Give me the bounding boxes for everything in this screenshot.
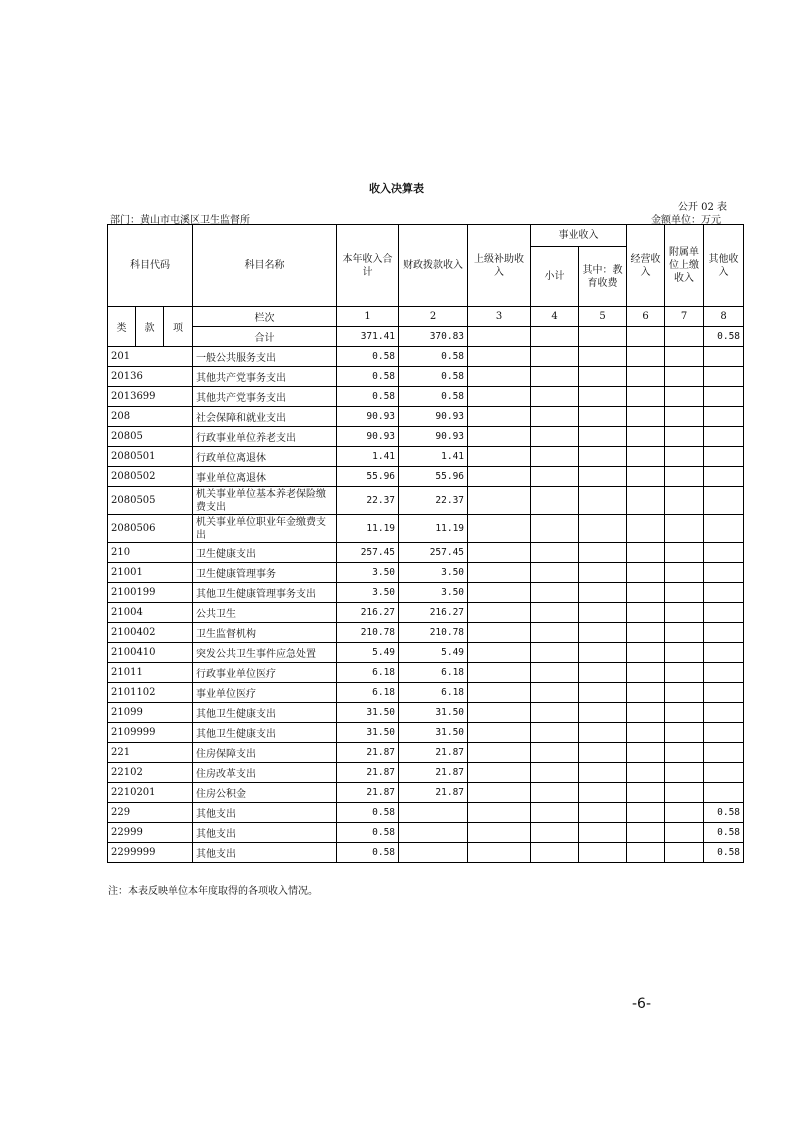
header-xiang: 项 [164, 307, 193, 347]
row-other [704, 683, 744, 703]
row-total: 21.87 [337, 763, 399, 783]
table-note: 注：本表反映单位本年度取得的各项收入情况。 [108, 886, 318, 897]
row-other [704, 487, 744, 515]
table-row [108, 515, 744, 543]
row-name: 一般公共服务支出 [193, 347, 337, 367]
table-row [108, 387, 744, 407]
row-total: 1.41 [337, 447, 399, 467]
row-name: 机关事业单位职业年金缴费支出 [193, 515, 337, 543]
row-total: 6.18 [337, 683, 399, 703]
row-other [704, 347, 744, 367]
col-number: 5 [579, 307, 627, 327]
header-total: 本年收入合计 [337, 225, 399, 307]
row-fiscal: 5.49 [399, 643, 468, 663]
row-name: 其他支出 [193, 803, 337, 823]
row-fiscal: 21.87 [399, 783, 468, 803]
row-total: 0.58 [337, 387, 399, 407]
row-code: 2100199 [108, 583, 193, 603]
col-number: 1 [337, 307, 399, 327]
row-code: 2299999 [108, 843, 193, 863]
row-total: 11.19 [337, 515, 399, 543]
row-fiscal [399, 843, 468, 863]
row-other: 0.58 [704, 803, 744, 823]
row-other [704, 763, 744, 783]
row-other [704, 623, 744, 643]
col-number: 2 [399, 307, 468, 327]
table-row [108, 367, 744, 387]
row-total: 90.93 [337, 407, 399, 427]
row-total: 3.50 [337, 563, 399, 583]
row-other [704, 603, 744, 623]
row-other [704, 643, 744, 663]
row-name: 其他支出 [193, 823, 337, 843]
row-name: 其他共产党事务支出 [193, 367, 337, 387]
row-fiscal: 3.50 [399, 563, 468, 583]
header-subtotal: 小计 [531, 247, 579, 307]
row-total: 31.50 [337, 723, 399, 743]
row-code: 2013699 [108, 387, 193, 407]
row-fiscal: 6.18 [399, 663, 468, 683]
table-row [108, 823, 744, 843]
row-code: 21099 [108, 703, 193, 723]
table-row [108, 583, 744, 603]
header-fiscal: 财政拨款收入 [399, 225, 468, 307]
row-code: 2080506 [108, 515, 193, 543]
row-other [704, 467, 744, 487]
row-total: 210.78 [337, 623, 399, 643]
form-number: 公开 02 表 [677, 202, 727, 213]
table-row [108, 487, 744, 515]
row-total: 3.50 [337, 583, 399, 603]
row-code: 22999 [108, 823, 193, 843]
row-code: 21001 [108, 563, 193, 583]
row-name: 住房保障支出 [193, 743, 337, 763]
row-fiscal: 90.93 [399, 427, 468, 447]
table-row [108, 603, 744, 623]
row-fiscal: 210.78 [399, 623, 468, 643]
row-total: 31.50 [337, 703, 399, 723]
row-fiscal: 21.87 [399, 763, 468, 783]
row-name: 其他卫生健康支出 [193, 703, 337, 723]
row-fiscal: 55.96 [399, 467, 468, 487]
row-name: 事业单位离退休 [193, 467, 337, 487]
row-code: 2080505 [108, 487, 193, 515]
row-total: 0.58 [337, 803, 399, 823]
header-operating: 经营收入 [627, 225, 665, 307]
header-edu: 其中：教育收费 [579, 247, 627, 307]
row-fiscal: 0.58 [399, 347, 468, 367]
row-total: 257.45 [337, 543, 399, 563]
row-name: 住房改革支出 [193, 763, 337, 783]
row-name: 其他支出 [193, 843, 337, 863]
col-number: 4 [531, 307, 579, 327]
table-row [108, 543, 744, 563]
row-code: 210 [108, 543, 193, 563]
row-total: 21.87 [337, 743, 399, 763]
page-number: -6- [632, 996, 652, 1012]
row-code: 2100410 [108, 643, 193, 663]
row-code: 208 [108, 407, 193, 427]
row-name: 其他卫生健康管理事务支出 [193, 583, 337, 603]
page-title: 收入决算表 [369, 182, 424, 195]
row-fiscal: 22.37 [399, 487, 468, 515]
row-code: 22102 [108, 763, 193, 783]
table-row [108, 763, 744, 783]
table-row [108, 427, 744, 447]
row-other [704, 367, 744, 387]
row-total: 0.58 [337, 367, 399, 387]
row-other [704, 427, 744, 447]
table-row [108, 723, 744, 743]
table-row [108, 663, 744, 683]
row-total: 22.37 [337, 487, 399, 515]
table-row [108, 743, 744, 763]
row-code: 201 [108, 347, 193, 367]
header-lei: 类 [108, 307, 136, 347]
row-other [704, 407, 744, 427]
table-row [108, 467, 744, 487]
row-fiscal [399, 823, 468, 843]
row-fiscal: 1.41 [399, 447, 468, 467]
row-name: 其他卫生健康支出 [193, 723, 337, 743]
row-fiscal: 21.87 [399, 743, 468, 763]
row-total: 55.96 [337, 467, 399, 487]
row-code: 221 [108, 743, 193, 763]
row-fiscal: 0.58 [399, 367, 468, 387]
col-number: 6 [627, 307, 665, 327]
row-name: 住房公积金 [193, 783, 337, 803]
header-affiliated: 附属单位上缴收入 [665, 225, 704, 307]
table-row [108, 643, 744, 663]
row-code: 2101102 [108, 683, 193, 703]
row-fiscal: 31.50 [399, 723, 468, 743]
income-table [107, 224, 744, 863]
row-other [704, 663, 744, 683]
col-number: 3 [468, 307, 531, 327]
table-row [108, 703, 744, 723]
row-code: 2080502 [108, 467, 193, 487]
row-total: 6.18 [337, 663, 399, 683]
totals-fiscal: 370.83 [399, 327, 468, 347]
header-name: 科目名称 [193, 225, 337, 307]
department-label: 部门：黄山市屯溪区卫生监督所 [110, 215, 250, 226]
row-total: 216.27 [337, 603, 399, 623]
header-lanci: 栏次 [193, 307, 337, 327]
row-fiscal: 0.58 [399, 387, 468, 407]
row-other [704, 515, 744, 543]
row-name: 行政事业单位养老支出 [193, 427, 337, 447]
row-other [704, 447, 744, 467]
table-row [108, 803, 744, 823]
row-name: 机关事业单位基本养老保险缴费支出 [193, 487, 337, 515]
totals-row [108, 327, 744, 347]
row-total: 5.49 [337, 643, 399, 663]
row-code: 2080501 [108, 447, 193, 467]
row-total: 0.58 [337, 843, 399, 863]
row-fiscal: 216.27 [399, 603, 468, 623]
header-superior: 上级补助收入 [468, 225, 531, 307]
header-business: 事业收入 [531, 225, 627, 247]
row-total: 90.93 [337, 427, 399, 447]
table-row [108, 347, 744, 367]
row-name: 其他共产党事务支出 [193, 387, 337, 407]
row-name: 公共卫生 [193, 603, 337, 623]
row-name: 行政事业单位医疗 [193, 663, 337, 683]
row-fiscal: 90.93 [399, 407, 468, 427]
row-code: 20136 [108, 367, 193, 387]
row-code: 2109999 [108, 723, 193, 743]
row-name: 突发公共卫生事件应急处置 [193, 643, 337, 663]
row-fiscal: 257.45 [399, 543, 468, 563]
row-fiscal: 11.19 [399, 515, 468, 543]
totals-other: 0.58 [704, 327, 744, 347]
row-name: 事业单位医疗 [193, 683, 337, 703]
col-number: 7 [665, 307, 704, 327]
row-fiscal: 31.50 [399, 703, 468, 723]
table-row [108, 683, 744, 703]
row-other [704, 583, 744, 603]
row-fiscal [399, 803, 468, 823]
row-name: 卫生监督机构 [193, 623, 337, 643]
row-other: 0.58 [704, 843, 744, 863]
header-kuan: 款 [136, 307, 164, 347]
row-name: 卫生健康支出 [193, 543, 337, 563]
header-other: 其他收入 [704, 225, 744, 307]
table-row [108, 407, 744, 427]
row-other [704, 563, 744, 583]
row-name: 社会保障和就业支出 [193, 407, 337, 427]
row-name: 卫生健康管理事务 [193, 563, 337, 583]
row-fiscal: 6.18 [399, 683, 468, 703]
table-row [108, 563, 744, 583]
row-other [704, 703, 744, 723]
totals-total: 371.41 [337, 327, 399, 347]
row-other [704, 723, 744, 743]
row-code: 21004 [108, 603, 193, 623]
row-code: 20805 [108, 427, 193, 447]
table-row [108, 447, 744, 467]
amount-unit-label: 金额单位：万元 [651, 215, 721, 226]
row-other [704, 783, 744, 803]
header-code: 科目代码 [108, 225, 193, 307]
table-row [108, 623, 744, 643]
row-total: 21.87 [337, 783, 399, 803]
row-code: 2100402 [108, 623, 193, 643]
row-other: 0.58 [704, 823, 744, 843]
row-total: 0.58 [337, 823, 399, 843]
row-code: 229 [108, 803, 193, 823]
row-fiscal: 3.50 [399, 583, 468, 603]
totals-label: 合计 [193, 327, 337, 347]
row-other [704, 543, 744, 563]
row-name: 行政单位离退休 [193, 447, 337, 467]
row-code: 2210201 [108, 783, 193, 803]
col-number: 8 [704, 307, 744, 327]
row-code: 21011 [108, 663, 193, 683]
row-other [704, 387, 744, 407]
table-row [108, 843, 744, 863]
table-row [108, 783, 744, 803]
row-total: 0.58 [337, 347, 399, 367]
row-other [704, 743, 744, 763]
